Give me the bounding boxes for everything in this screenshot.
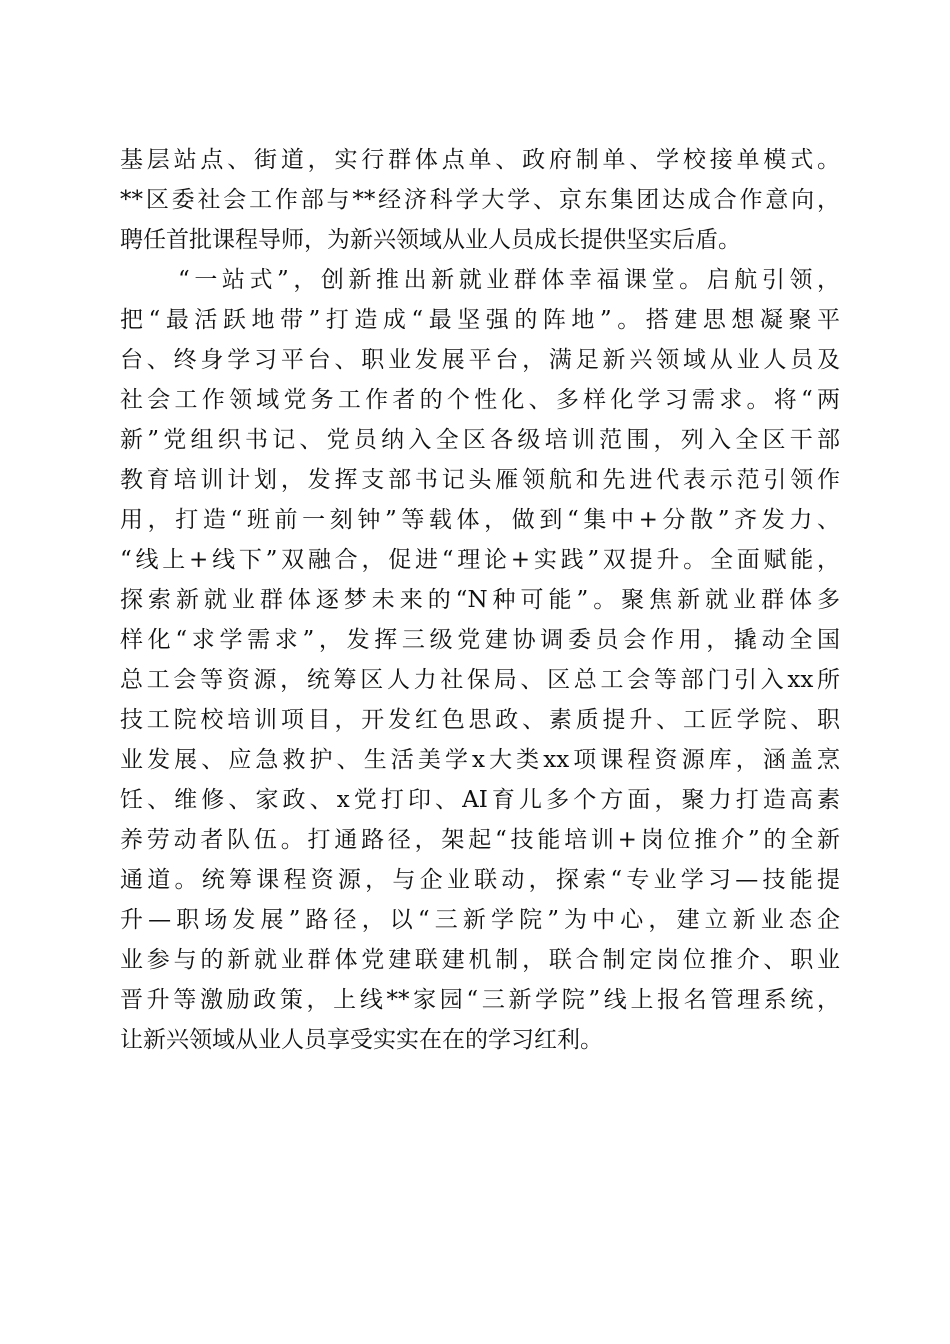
paragraph-1	[120, 140, 840, 260]
text-line: 新”党组织书记、党员纳入全区各级培训范围，列入全区干部	[120, 427, 840, 453]
text-line: 探索新就业群体逐梦未来的“N种可能”。聚焦新就业群体多	[120, 587, 840, 613]
text-line: 升—职场发展”路径，以“三新学院”为中心，建立新业态企	[120, 907, 840, 933]
text-line: 总工会等资源，统筹区人力社保局、区总工会等部门引入xx所	[120, 667, 840, 693]
text-line: 把“最活跃地带”打造成“最坚强的阵地”。搭建思想凝聚平	[120, 307, 840, 333]
text-line: “线上+线下”双融合，促进“理论+实践”双提升。全面赋能，	[120, 547, 840, 573]
text-line: 教育培训计划，发挥支部书记头雁领航和先进代表示范引领作	[120, 467, 840, 493]
text-line: 业参与的新就业群体党建联建机制，联合制定岗位推介、职业	[120, 947, 840, 973]
text-line: 台、终身学习平台、职业发展平台，满足新兴领域从业人员及	[120, 347, 840, 373]
text-line: 通道。统筹课程资源，与企业联动，探索“专业学习—技能提	[120, 867, 840, 893]
text-line: 业发展、应急救护、生活美学x大类xx项课程资源库，涵盖烹	[120, 747, 840, 773]
text-line: 晋升等激励政策，上线**家园“三新学院”线上报名管理系统，	[120, 987, 840, 1013]
text-line: “一站式”，创新推出新就业群体幸福课堂。启航引领，	[178, 267, 840, 293]
document-body	[120, 140, 840, 1060]
text-line: 基层站点、街道，实行群体点单、政府制单、学校接单模式。	[120, 147, 840, 173]
text-line: 聘任首批课程导师，为新兴领域从业人员成长提供坚实后盾。	[120, 227, 741, 253]
text-line: 养劳动者队伍。打通路径，架起“技能培训+岗位推介”的全新	[120, 827, 840, 853]
text-line: 让新兴领域从业人员享受实实在在的学习红利。	[120, 1027, 603, 1053]
text-line: 社会工作领域党务工作者的个性化、多样化学习需求。将“两	[120, 387, 840, 413]
text-line: 用，打造“班前一刻钟”等载体，做到“集中+分散”齐发力、	[120, 507, 840, 533]
paragraph-2	[120, 260, 840, 1060]
text-line: 样化“求学需求”，发挥三级党建协调委员会作用，撬动全国	[120, 627, 840, 653]
text-line: 饪、维修、家政、x党打印、AI育儿多个方面，聚力打造高素	[120, 787, 840, 813]
text-line: 技工院校培训项目，开发红色思政、素质提升、工匠学院、职	[120, 707, 840, 733]
text-line: **区委社会工作部与**经济科学大学、京东集团达成合作意向，	[120, 187, 840, 213]
